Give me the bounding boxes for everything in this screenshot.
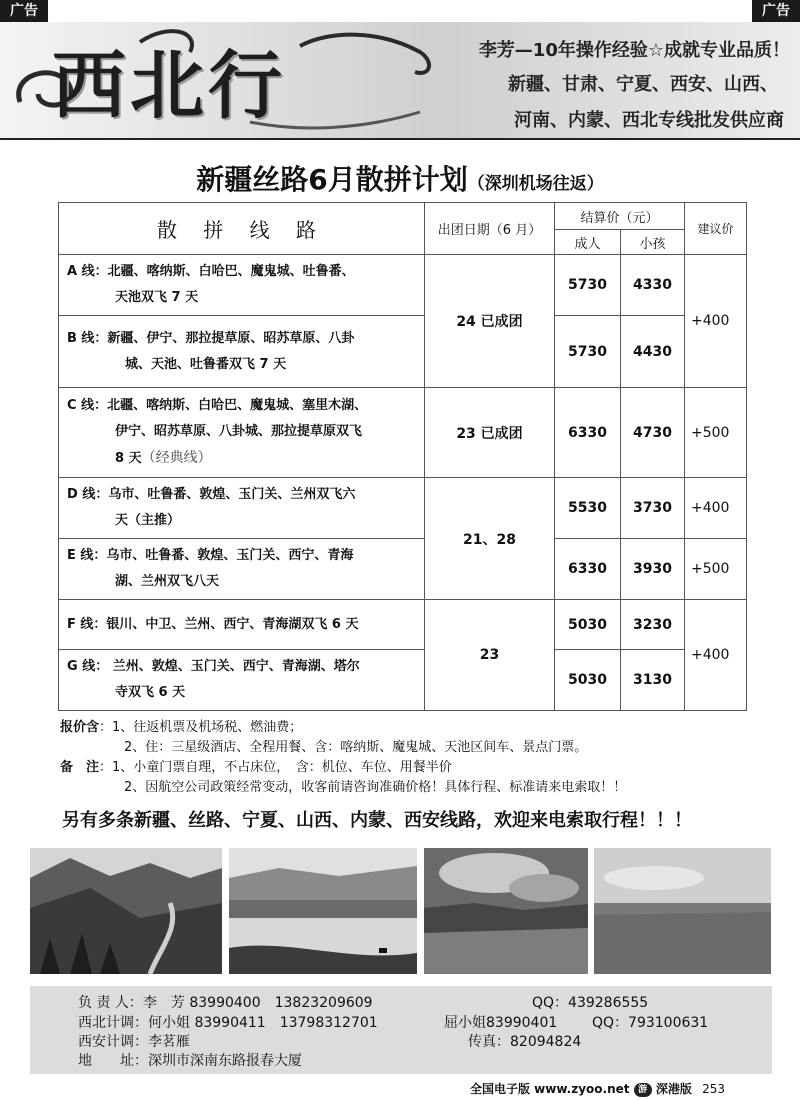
header-child: 小孩 — [621, 230, 685, 255]
adult-price: 6330 — [555, 388, 621, 478]
table-row — [59, 388, 747, 478]
suggest-price-fg: +400 — [685, 600, 747, 711]
contact-northwest: 西北计调：何小姐 83990411 13798312701 — [78, 1015, 378, 1031]
contact-northwest-2: 屈小姐83990401 — [444, 1015, 558, 1031]
contact-northwest-qq: QQ：793100631 — [592, 1015, 709, 1031]
contact-panel — [30, 986, 772, 1074]
title-subtitle: （深圳机场往返） — [467, 174, 604, 194]
remark-1 — [60, 758, 452, 777]
route-price-table — [58, 202, 746, 711]
suggest-price: +500 — [685, 388, 747, 478]
promo-slogan: 另有多条新疆、丝路、宁夏、山西、内蒙、西安线路，欢迎来电索取行程！！！ — [62, 810, 692, 831]
note-text: ：1、小童门票自理，不占床位， 含：机位、车位、用餐半价 — [99, 760, 452, 775]
route-text: E 线：乌市、吐鲁番、敦煌、玉门关、西宁、青海 — [67, 548, 354, 563]
route-text: D 线：乌市、吐鲁番、敦煌、玉门关、兰州双飞六 — [67, 487, 356, 502]
route-text: B 线：新疆、伊宁、那拉提草原、昭苏草原、八卦 — [67, 330, 355, 346]
header-price: 结算价（元） — [555, 203, 685, 230]
table-row — [59, 539, 747, 600]
footer-site: 全国电子版 www.zyoo.net — [470, 1082, 630, 1096]
contact-fax: 传真：82094824 — [468, 1034, 582, 1050]
banner-tagline: 李芳—10年操作经验☆成就专业品质！ — [478, 40, 790, 61]
ad-tag-right: 广告 — [752, 0, 800, 22]
landscape-photo-lake — [229, 848, 417, 974]
contact-manager-qq: QQ：439286555 — [532, 995, 649, 1011]
route-text: F 线：银川、中卫、兰州、西宁、青海湖双飞 6 天 — [67, 616, 359, 632]
route-text: 天池双飞 7 天 — [115, 290, 199, 305]
adult-price: 6330 — [555, 539, 621, 600]
banner-regions-line-1: 新疆、甘肃、宁夏、西安、山西、 — [508, 74, 778, 95]
adult-price: 5530 — [555, 478, 621, 539]
suggest-price: +500 — [685, 539, 747, 600]
header-route: 散 拼 线 路 — [59, 203, 425, 255]
table-row — [59, 650, 747, 711]
footer-edition: 深港版 — [655, 1082, 692, 1096]
contact-manager: 负 责 人：李 芳 83990400 13823209609 — [78, 995, 373, 1011]
child-price: 4430 — [621, 316, 685, 388]
route-text: 寺双飞 6 天 — [115, 685, 186, 700]
adult-price: 5030 — [555, 650, 621, 711]
route-a — [59, 255, 425, 316]
suggest-price-ab: +400 — [685, 255, 747, 388]
landscape-photo-cloudy-meadow — [424, 848, 588, 974]
remark-label: 备 注 — [60, 760, 100, 775]
title-main: 新疆丝路6月散拼计划 — [196, 163, 468, 196]
departure-date-c: 23 已成团 — [425, 388, 555, 478]
logo-text: 西北行 — [52, 43, 286, 129]
child-price: 3930 — [621, 539, 685, 600]
header-suggest-price: 建议价 — [685, 203, 747, 255]
route-f — [59, 600, 425, 650]
landscape-photo-grassland — [594, 848, 771, 974]
banner-regions-line-2: 河南、内蒙、西北专线批发供应商 — [514, 110, 784, 131]
price-includes-2: 2、住：三星级酒店、全程用餐、含：喀纳斯、魔鬼城、天池区间车、景点门票。 — [124, 740, 588, 755]
landscape-photo-river-valley — [30, 848, 222, 974]
header-banner — [0, 22, 800, 140]
header-date: 出团日期（6 月） — [425, 203, 555, 255]
route-text: G 线： 兰州、敦煌、玉门关、西宁、青海湖、塔尔 — [67, 659, 360, 674]
classic-route-tag: （经典线） — [141, 450, 212, 466]
page-number: 253 — [702, 1082, 725, 1096]
route-text: 湖、兰州双飞八天 — [115, 574, 220, 589]
route-text: C 线：北疆、喀纳斯、白哈巴、魔鬼城、塞里木湖、 — [67, 398, 368, 413]
route-e — [59, 539, 425, 600]
route-text: 伊宁、昭苏草原、八卦城、那拉提草原双飞 — [115, 424, 363, 439]
route-text: A 线：北疆、喀纳斯、白哈巴、魔鬼城、吐鲁番、 — [67, 264, 355, 279]
page-footer — [470, 1080, 725, 1097]
departure-date-fg: 23 — [425, 600, 555, 711]
child-price: 3730 — [621, 478, 685, 539]
table-row — [59, 255, 747, 316]
table-row — [59, 316, 747, 388]
footer-logo-icon: 游 — [634, 1083, 652, 1097]
price-includes-1 — [60, 718, 302, 737]
adult-price: 5030 — [555, 600, 621, 650]
child-price: 3230 — [621, 600, 685, 650]
contact-address: 地 址：深圳市深南东路报春大厦 — [78, 1053, 302, 1069]
route-b — [59, 316, 425, 388]
table-row — [59, 600, 747, 650]
suggest-price: +400 — [685, 478, 747, 539]
price-includes-label: 报价含 — [60, 720, 100, 735]
child-price: 4730 — [621, 388, 685, 478]
child-price: 3130 — [621, 650, 685, 711]
route-g — [59, 650, 425, 711]
departure-date-de: 21、28 — [425, 478, 555, 600]
adult-price: 5730 — [555, 255, 621, 316]
route-text: 8 天 — [115, 451, 142, 466]
contact-xian: 西安计调：李茗雁 — [78, 1034, 190, 1050]
header-adult: 成人 — [555, 230, 621, 255]
route-d — [59, 478, 425, 539]
route-c — [59, 388, 425, 478]
ad-tag-left: 广告 — [0, 0, 48, 22]
table-row — [59, 478, 747, 539]
remark-2: 2、因航空公司政策经常变动，收客前请咨询准确价格！具体行程、标准请来电索取！！ — [124, 780, 627, 795]
child-price: 4330 — [621, 255, 685, 316]
page-title — [0, 158, 800, 198]
departure-date-ab: 24 已成团 — [425, 255, 555, 388]
adult-price: 5730 — [555, 316, 621, 388]
route-text: 天（主推） — [115, 513, 181, 528]
note-text: ：1、往返机票及机场税、燃油费； — [99, 720, 303, 735]
route-text: 城、天池、吐鲁番双飞 7 天 — [125, 356, 287, 372]
